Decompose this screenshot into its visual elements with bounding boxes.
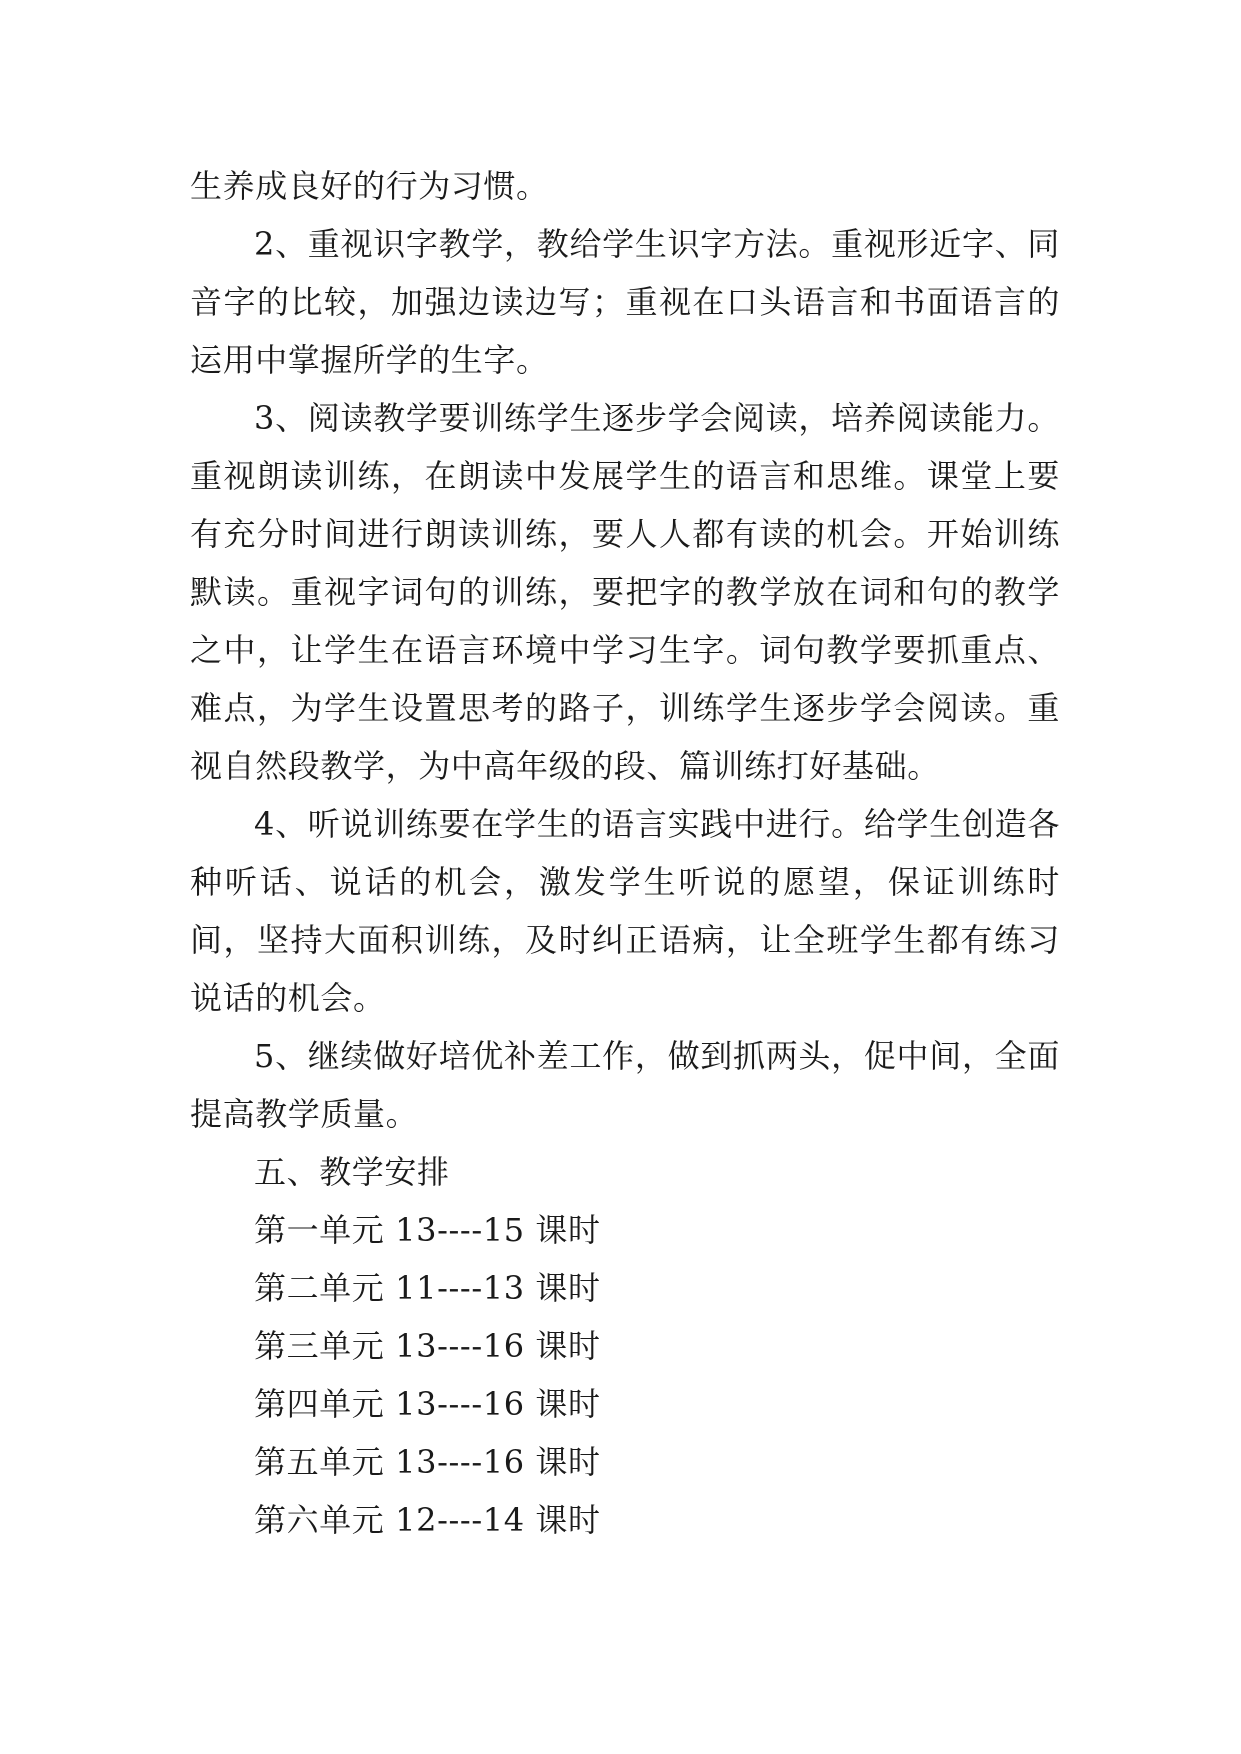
paragraph-listening-speaking: 4、听说训练要在学生的语言实践中进行。给学生创造各种听话、说话的机会，激发学生听说的愿望，保证训练时间，坚持大面积训练，及时纠正语病，让全班学生都有练习说话的机会。	[190, 805, 1060, 1017]
schedule-item-unit-1: 第一单元 13----15 课时	[254, 1211, 601, 1249]
paragraph-continuation: 生养成良好的行为习惯。	[190, 167, 549, 205]
schedule-item-unit-4: 第四单元 13----16 课时	[254, 1385, 601, 1423]
schedule-item-unit-6: 第六单元 12----14 课时	[254, 1501, 601, 1539]
schedule-item-unit-3: 第三单元 13----16 课时	[254, 1327, 601, 1365]
paragraph-tutoring: 5、继续做好培优补差工作，做到抓两头，促中间，全面提高教学质量。	[190, 1037, 1060, 1133]
paragraph-reading-teaching: 3、阅读教学要训练学生逐步学会阅读，培养阅读能力。重视朗读训练，在朗读中发展学生的语言和思维。课堂上要有充分时间进行朗读训练，要人人都有读的机会。开始训练默读。重视字词句的训练，要把字的教学放在词和句的教学之中，让学生在语言环境中学习生字。词句教学要抓重点、难点，为学生设置思考的路子，训练学生逐步学会阅读。重视自然段教学，为中高年级的段、篇训练打好基础。	[190, 399, 1060, 785]
document-body	[190, 157, 1060, 1549]
section-title-teaching-schedule: 五、教学安排	[254, 1153, 450, 1191]
paragraph-literacy-teaching: 2、重视识字教学，教给学生识字方法。重视形近字、同音字的比较，加强边读边写；重视在口头语言和书面语言的运用中掌握所学的生字。	[190, 225, 1060, 379]
schedule-item-unit-5: 第五单元 13----16 课时	[254, 1443, 601, 1481]
schedule-item-unit-2: 第二单元 11----13 课时	[254, 1269, 601, 1307]
